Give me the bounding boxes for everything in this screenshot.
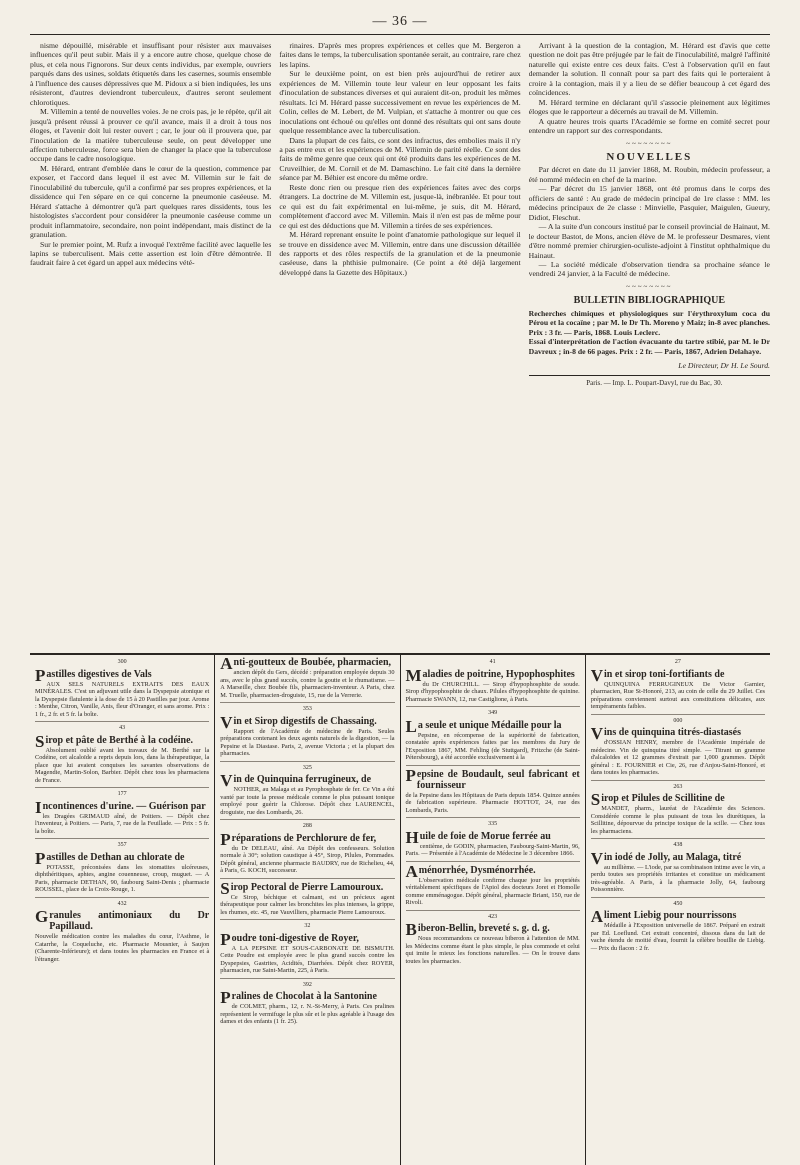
ad-title: Vin iodé de Jolly, au Malaga, titré: [590, 848, 742, 868]
advertisement: [406, 914, 580, 969]
ad-title: Vin et Sirop digestifs de Chassaing.: [220, 712, 377, 732]
ad-number: 450: [673, 900, 683, 907]
ad-body: NOTHER, au Malaga et au Pyrophosphate de fer. Ce Vin a été vanté par toute la presse médicale comme le plus puissant tonique employé pour guérir la Chlorose. Dépôt chez LAURENCEL, droguiste, rue des Lombards, 26.: [220, 786, 395, 816]
advertisement: [406, 659, 580, 707]
ad-title: Aliment Liebig pour nourrissons: [590, 907, 737, 926]
paragraph: Dans la plupart de ces faits, ce sont des infractus, des embolies mais il n'y a pas entre eux et les expériences de M. Villemin de parité réelle. Ce sont des faits de même genre que ceux qui ont été produits dans les expériences de M. Cruveilhier, de M. Cornil et de M. Damaschino. Le fait cité dans la dernière séance par M. Béhier est encore du même ordre.: [279, 135, 521, 183]
paragraph: — La société médicale d'observation tiendra sa prochaine séance le vendredi 24 janvier, à la Faculté de médecine.: [528, 259, 770, 279]
bibliography-entry: Essai d'interprétation de l'action évacuante du tartre stibié, par M. le Dr Davreux ; in-8 de 66 pages. Prix : 2 fr. — Paris, 1867, Adrien Delahaye.: [528, 337, 770, 356]
paragraph: nisme dépouillé, misérable et insuffisant pour résister aux mauvaises influences qu'il peut subir. Mais il y a encore autre chose, quelque chose de plus, et cela nous l'ignorons. Sur deux cents individus, par exemple, ouvriers parqués dans des usines, soldats étiquetés dans les casernes, soumis ensemble à l'influence des causes dépressives que M. Pidoux a si bien indiquées, les uns résisteront, d'autres deviendront tuberculeux, d'autres seront seulement chlorotiques.: [30, 41, 272, 107]
ad-number: 325: [302, 764, 312, 771]
advertisement: [591, 659, 765, 715]
ad-number: 432: [117, 900, 127, 907]
ad-body: Nous recommandons ce nouveau biberon à l'attention de MM. les Médecins comme étant le plus simple, le plus commode et celui qui imite le mieux les fonctions naturelles. — On le trouve dans toutes les pharmacies.: [405, 935, 580, 965]
ad-body: POTASSE, préconisées dans les stomatites ulcéreuses, diphthéritiques, aphtes, angine couenneuse, croup, muguet. — A Paris, pharmacie DETHAN, 90, faubourg Saint-Denis ; pharmacie ROUSSEL, place de la Croix-Rouge, 1.: [35, 863, 210, 893]
advertisement: [220, 765, 394, 821]
ad-title: Vin de Quinquina ferrugineux, de: [220, 771, 372, 790]
paragraph: — Par décret du 15 janvier 1868, ont été promus dans le corps des officiers de santé : Au grade de médecin principal de 1re classe : MM. les médecins principaux de 2e classe : Minvielle, Pasquier, Maigulen, Gueury, Didiot, Fleschut.: [528, 184, 770, 222]
article-column-2: [279, 41, 520, 647]
section-heading-bulletin: BULLETIN BIBLIOGRAPHIQUE: [573, 295, 726, 307]
ad-number: 349: [488, 710, 498, 716]
advertisement: [405, 861, 580, 911]
ad-number: 335: [488, 821, 498, 827]
ad-body: L'observation médicale confirme chaque jour les propriétés véritablement spécifiques de l'Apiol des docteurs Joret et Homolle comme emménagogue. Dépôt général, pharmacie Briant, 150, rue de Rivoli.: [405, 876, 580, 906]
ad-body: les Dragées GRIMAUD aîné, de Poitiers. — Dépôt chez l'inventeur, à Poitiers. — Paris, 7, rue de la Feuillade. — Prix : 5 fr. la boîte.: [35, 812, 210, 835]
advertisement: [406, 821, 580, 862]
advertisement: [35, 725, 209, 788]
ad-title: Pastilles de Dethan au chlorate de: [35, 848, 185, 868]
ad-number: 353: [302, 706, 312, 712]
ad-title: Pralines de Chocolat à la Santonine: [220, 988, 377, 1007]
ad-body: MANDET, pharm., lauréat de l'Académie des Sciences. Considérée comme le plus puissant de tous les diurétiques, la Scillitine, dépourvue du principe toxique de la scille. — Chez tous les pharmaciens.: [590, 805, 765, 835]
ad-title: Anti-goutteux de Boubée, pharmacien,: [220, 655, 392, 673]
ad-title: Huile de foie de Morue ferrée au: [405, 827, 551, 847]
advertisement: [591, 842, 765, 898]
paragraph: Arrivant à la question de la contagion, M. Hérard est d'avis que cette question ne doit pas être préjugée par le fait de l'inoculabilité, malgré l'affinité naturelle qui existe entre ces deux faits. C'est à l'observation qu'il en faut demander la solution. Il connaît pour sa part des faits qui le porteraient à croire à la contagion, mais il y a lieu de se défier beaucoup à cet égard des coïncidences.: [528, 41, 770, 98]
ad-number: 392: [302, 981, 312, 988]
ad-body: centième, de GODIN, pharmacien, Faubourg-Saint-Martin, 96, Paris. — Présentée à l'Académie de Médecine le 3 décembre 1866.: [405, 842, 580, 857]
ad-number: 27: [674, 659, 681, 665]
ad-title: La seule et unique Médaille pour la: [405, 716, 562, 736]
ad-body: Rapport de l'Académie de médecine de Paris. Seules préparations contenant les deux agents naturels de la digestion, — la Pepsine et la Diastase. Paris, 2, avenue Victoria ; et la plupart des pharmacies.: [220, 727, 395, 757]
ad-body: au millième. — L'iode, par sa combinaison intime avec le vin, a perdu toutes ses propriétés irritantes et constitue un médicament très-agréable. A Paris, à la pharmacie Jolly, 64, faubourg Poissonnière.: [590, 863, 765, 893]
paragraph: M. Hérard, entrant d'emblée dans le cœur de la question, commence par exposer, et l'accord dans lequel il est avec M. Villemin sur le fait de l'inoculabilité du tubercule, qu'il a confirmé par ses propres expériences, et la dissidence qui l'en sépare en ce qui concerne la pneumonie caséeuse. M. Hérard s'attache à démontrer qu'à part quelques rares dissidents, tous les histologistes s'accordent pour considérer la pneumonie caséeuse comme un produit inflammatoire, secondaire, non point indépendant, mais distinct de la granulation.: [30, 163, 272, 240]
ad-body: Nouvelle médication contre les maladies du cœur, l'Asthme, le Catarrhe, la Coqueluche, etc. Pharmacie Mousnier, à Saujon (Charente-Inférieure); et dans toutes les pharmacies en France et à l'étranger.: [35, 933, 210, 963]
advertisement: [405, 765, 580, 819]
ad-title: Biberon-Bellin, breveté s. g. d. g.: [405, 920, 550, 939]
ad-title: Sirop et Pilules de Scillitine de: [590, 790, 725, 809]
section-divider: ~~~~~~~~: [626, 139, 673, 148]
page-number: — 36 —: [372, 14, 428, 29]
section-divider: ~~~~~~~~: [626, 282, 673, 291]
paragraph: M. Villemin a tenté de nouvelles voies. Je ne crois pas, je le répète, qu'il ait jusqu'à présent réussi à prouver ce qu'il avance, mais il a droit à tous nos éloges, et l'avenir doit lui rester ouvert ; car, le jour où il prouvera que, par l'inoculation de la matière tuberculeuse seule, on peut développer une affection tuberculeuse, force sera bien de changer la place que la tuberculose occupe dans le cadre nosologique.: [30, 107, 272, 164]
paragraph: M. Hérard reprenant ensuite le point d'anatomie pathologique sur lequel il se trouve en dissidence avec M. Villemin, entre dans une discussion détaillée des rapports et des rôles respectifs de la granulation et de la pneumonie caséeuse, dans la phthisie pulmonaire. (Ce point a été déjà largement développé dans la Gazette des Hôpitaux.): [279, 230, 521, 277]
bibliography-entry: Recherches chimiques et physiologiques sur l'érythroxylum coca du Pérou et la cocaïne ; par M. le Dr Th. Moreno y Maiz; in-8 avec planches. Prix : 3 fr. — Paris, 1868. Louis Leclerc.: [528, 308, 770, 337]
ad-number: 000: [673, 717, 683, 724]
ad-number: 41: [489, 659, 496, 665]
paragraph: Sur le deuxième point, on est bien près aujourd'hui de retirer aux expériences de M. Villemin toute leur valeur en leur opposant les faits d'inoculation de substances diverses et qui auraient dit-on, produit les mêmes résultats. Ici M. Hérard passe successivement en revue les expériences de M. Colin, celles de M. Lebert, de M. Vulpian, et s'attache à montrer ou que ces inoculations ont échoué ou qu'elles ont donné des résultats qui ont sans doute quelque ressemblance avec la tuberculisation.: [279, 69, 521, 136]
advertisement: [220, 706, 394, 762]
article-columns: [30, 41, 770, 647]
article-column-3: [529, 41, 770, 647]
ad-title: Sirop Pectoral de Pierre Lamouroux.: [220, 878, 384, 898]
advertisement: [220, 823, 394, 879]
ad-title: Préparations de Perchlorure de fer,: [220, 829, 377, 849]
ad-body: QUINQUINA FERRUGINEUX De Victor Garnier, pharmacien, Rue St-Honoré, 213, au coin de celle du 29 Juillet. Ces préparations conviennent surtout aux constitutions délicates, aux tempéraments faibles.: [590, 680, 765, 710]
ad-title: Incontinences d'urine. — Guérison par: [35, 797, 206, 817]
paragraph: Par décret en date du 11 janvier 1868, M. Roubin, médecin professeur, a été nommé médecin en chef de la marine.: [528, 165, 770, 184]
ad-body: d'OSSIAN HENRY, membre de l'Académie impériale de médecine. Vin de quinquina titré simple. — Titrant un gramme d'alcaloïdes et 12 grammes d'extrait par 1,000 grammes. Dépôt général : E. FOURNIER et Cie, 26, rue d'Anjou-Saint-Honoré, et dans toutes les pharmacies.: [590, 739, 765, 776]
ad-body: A LA PEPSINE ET SOUS-CARBONATE DE BISMUTH. Cette Poudre est employée avec le plus grand succès contre les Dyspepsies, Gastrites, Acidités, Diarrhées. Dépôt chez ROYER, pharmacien, rue Saint-Martin, 225, à Paris.: [220, 944, 395, 974]
advertisement: [220, 923, 394, 979]
advertisement: [220, 657, 394, 703]
ad-body: de COLMET, pharm., 12, r. N.-St-Merry, à Paris. Ces pralines représentent le vermifuge le plus sûr et le plus agréable à l'usage des dames et des enfants (1 fr. 25).: [220, 1003, 395, 1025]
ad-body: Absolument oublié avant les travaux de M. Berthé sur la Codéine, cet alcaloïde a repris depuis lors, dans la thérapeutique, la place que lui avaient conquises les savantes observations de Magendie, Martin-Solon, Barbier. Dépôt chez tous les pharmaciens de France.: [35, 746, 210, 784]
ad-number: 32: [304, 923, 311, 929]
ad-title: Pepsine de Boudault, seul fabricant et fournisseur: [405, 765, 580, 791]
advertisement: [591, 718, 765, 781]
ad-body: Pepsine, en récompense de la supériorité de fabrication, constatée après expériences faites par les membres du Jury de l'Exposition 1867, MM. Fehling (de Stuttgard), Fritzche (de Saint-Pétersbourg), a été accordée exclusivement à la: [405, 731, 580, 761]
ad-column-1: [30, 655, 215, 1165]
paragraph: A quatre heures trois quarts l'Académie se forme en comité secret pour entendre un rapport sur des correspondants.: [528, 116, 770, 136]
printer-line: Paris. — Imp. L. Poupart-Davyl, rue du Bac, 30.: [529, 375, 770, 388]
advertisement: [406, 710, 580, 766]
ad-body: AUX SELS NATURELS EXTRAITS DES EAUX MINÉRALES. C'est un adjuvant utile dans la Dyspepsie atonique et la Dyspepsie flatulente à la dose de 15 à 20 Pastilles par jour. Arome : Menthe, Citron, Vanille, Anis, fleur d'Oranger, et sans arome. Prix : 1 fr., 2 fr. et 5 fr. la boîte.: [35, 680, 210, 718]
advertisement: [220, 878, 395, 921]
ad-body: de la Pepsine dans les Hôpitaux de Paris depuis 1854. Quinze années de fabrication supérieure. Pharmacie HOTTOT, 24, rue des Lombards, Paris.: [405, 791, 580, 814]
article-column-1: [30, 41, 271, 647]
ad-column-2: [215, 655, 400, 1165]
ad-number: 263: [673, 783, 683, 790]
advertisements-section: [30, 655, 770, 1165]
newspaper-page: [30, 14, 770, 1165]
ad-title: Vins de quinquina titrés-diastasés: [590, 724, 742, 743]
ad-column-4: [586, 655, 770, 1165]
paragraph: Reste donc rien ou presque rien des expériences faites avec des corps étrangers. La doctrine de M. Villemin est, jusque-là, inébranlée. Et pour tout ce qui est du fait expérimental en lui-même, je suis, dit M. Hérard, complètement d'accord avec M. Villemin. Mais il n'en est pas de même pour ce qui est des déductions que M. Villemin a tirées de ses expériences.: [279, 182, 521, 230]
ad-body: ancien dépôt du Gers, décédé : préparation employée depuis 30 ans, avec le plus grand succès, contre la goutte et le rhumatisme. — A Marseille, chez Boubée fils, pharmacien-inventeur. A Paris, chez M. Truelle, pharmacien-droguiste, 15, rue de la Verrerie.: [220, 669, 395, 699]
advertisement: [220, 982, 394, 1029]
advertisement: [35, 842, 209, 898]
ad-title: Pastilles digestives de Vals: [35, 665, 152, 685]
director-signature: Le Directeur, Dr H. Le Sourd.: [678, 361, 770, 371]
ad-number: 177: [117, 791, 127, 797]
ad-body: du Dr DELEAU, aîné. Au Dépôt des confesseurs. Solution normale à 30°; solution caustique à 45°, Sirop, Pilules, Pommades. Dépôt général, ancienne pharmacie BAUDRY, rue de Richelieu, 44, à Paris, G. KOCH, successeur.: [220, 844, 395, 874]
paragraph: Sur le premier point, M. Rufz a invoqué l'extrême facilité avec laquelle les lapins se tuberculisent. Mais cette assertion est loin d'être démontrée. Il faudrait faire à cet égard un appel aux médecins vété-: [30, 239, 272, 268]
ad-body: Ce Sirop, béchique et calmant, est un précieux agent thérapeutique pour calmer les bronchites les plus intenses, la grippe, les rhumes, etc. 45, rue Vauvilliers, pharmacie Pierre Lamouroux.: [220, 893, 395, 916]
advertisement: [35, 659, 209, 722]
ad-title: Sirop et pâte de Berthé à la codéine.: [35, 731, 194, 751]
ad-title: Vin et sirop toni-fortifiants de: [590, 665, 725, 685]
ad-number: 300: [117, 659, 127, 665]
paragraph: rinaires. D'après mes propres expériences et celles que M. Bergeron a faites dans le temps, la tuberculisation spontanée serait, au contraire, rare chez les lapins.: [279, 41, 521, 69]
section-heading-nouvelles: NOUVELLES: [606, 150, 693, 163]
paragraph: M. Hérard termine en déclarant qu'il s'associe pleinement aux légitimes éloges que le rapporteur a décernés au travail de M. Villemin.: [528, 97, 770, 117]
advertisement: [591, 784, 765, 840]
ad-title: Aménorrhée, Dysménorrhée.: [405, 861, 536, 881]
paragraph: — A la suite d'un concours institué par le conseil provincial de Hainaut, M. le docteur Bastot, de Mons, ancien élève de M. le professeur Desmares, vient d'être nommé premier chirurgien-oculiste-adjoint à l'institut ophthalmique du Hainaut.: [528, 222, 770, 260]
advertisement: [591, 901, 765, 956]
advertisement: [35, 901, 209, 967]
ad-number: 43: [119, 725, 126, 731]
ad-number: 438: [673, 842, 683, 848]
ad-body: Médaille à l'Exposition universelle de 1867. Préparé en extrait par Ed. Loeflund. Cet extrait concentré, dissous dans du lait de vache étendu de moitié d'eau, fournit la célèbre bouillie de Liebig. — Prix du flacon : 2 fr.: [590, 922, 765, 952]
ad-number: 357: [117, 842, 127, 848]
ad-number: 288: [302, 823, 312, 829]
advertisement: [35, 791, 209, 839]
ad-column-3: [401, 655, 586, 1165]
ad-number: 423: [488, 913, 498, 920]
ad-title: Maladies de poitrine, Hypophosphites: [405, 665, 575, 685]
header-rule: [30, 34, 770, 35]
ad-title: Poudre toni-digestive de Royer,: [220, 929, 359, 949]
ad-body: du Dr CHURCHILL. — Sirop d'hypophosphite de soude. Sirop d'hypophosphite de chaux. Pilules d'hypophosphite de quinine. Pharmacie SWANN, 12, rue Castiglione, à Paris.: [405, 680, 580, 703]
ad-title: Granules antimoniaux du Dr Papillaud.: [35, 907, 210, 932]
